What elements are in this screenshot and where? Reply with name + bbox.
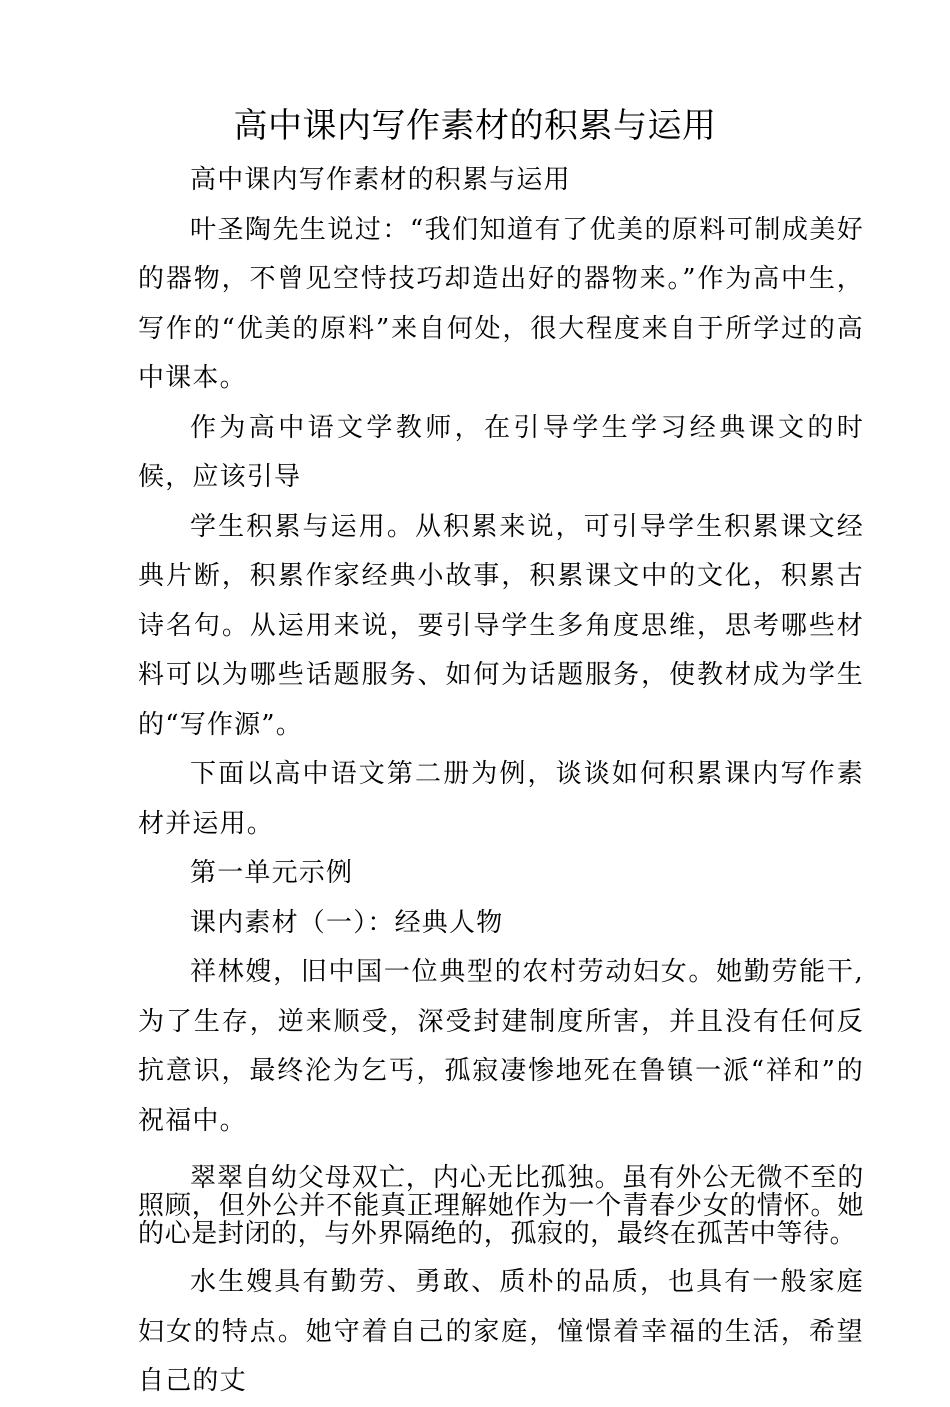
- paragraph: 祥林嫂，旧中国一位典型的农村劳动妇女。她勤劳能干,为了生存，逆来顺受，深受封建制度所害，并且没有任何反抗意识，最终沦为乞丐，孤寂凄惨地死在鲁镇一派“祥和”的祝福中。: [138, 957, 864, 1136]
- document-body: [138, 156, 864, 1407]
- paragraph-subtitle: 高中课内写作素材的积累与运用: [190, 165, 571, 195]
- document-title: 高中课内写作素材的积累与运用: [233, 106, 717, 146]
- paragraph: 叶圣陶先生说过：“我们知道有了优美的原料可制成美好的器物，不曾见空恃技巧却造出好的器物来。”作为高中生，写作的“优美的原料”来自何处，很大程度来自于所学过的高中课本。: [138, 214, 864, 393]
- section-heading: 第一单元示例: [190, 858, 354, 888]
- paragraph: 下面以高中语文第二册为例，谈谈如何积累课内写作素材并运用。: [138, 759, 864, 839]
- paragraph: 学生积累与运用。从积累来说，可引导学生积累课文经典片断，积累作家经典小故事，积累课文中的文化，积累古诗名句。从运用来说，要引导学生多角度思维，思考哪些材料可以为哪些话题服务、如何为话题服务，使教材成为学生的“写作源”。: [138, 511, 864, 740]
- paragraph: 作为高中语文学教师，在引导学生学习经典课文的时候，应该引导: [138, 412, 864, 492]
- paragraph: 翠翠自幼父母双亡，内心无比孤独。虽有外公无微不至的照顾，但外公并不能真正理解她作为一个青春少女的情怀。她的心是封闭的，与外界隔绝的，孤寂的，最终在孤苦中等待。: [138, 1163, 864, 1249]
- subsection-heading: 课内素材（一）：经典人物: [190, 907, 504, 938]
- paragraph: 水生嫂具有勤劳、勇敢、质朴的品质，也具有一般家庭妇女的特点。她守着自己的家庭，憧憬着幸福的生活，希望自己的丈: [138, 1267, 864, 1396]
